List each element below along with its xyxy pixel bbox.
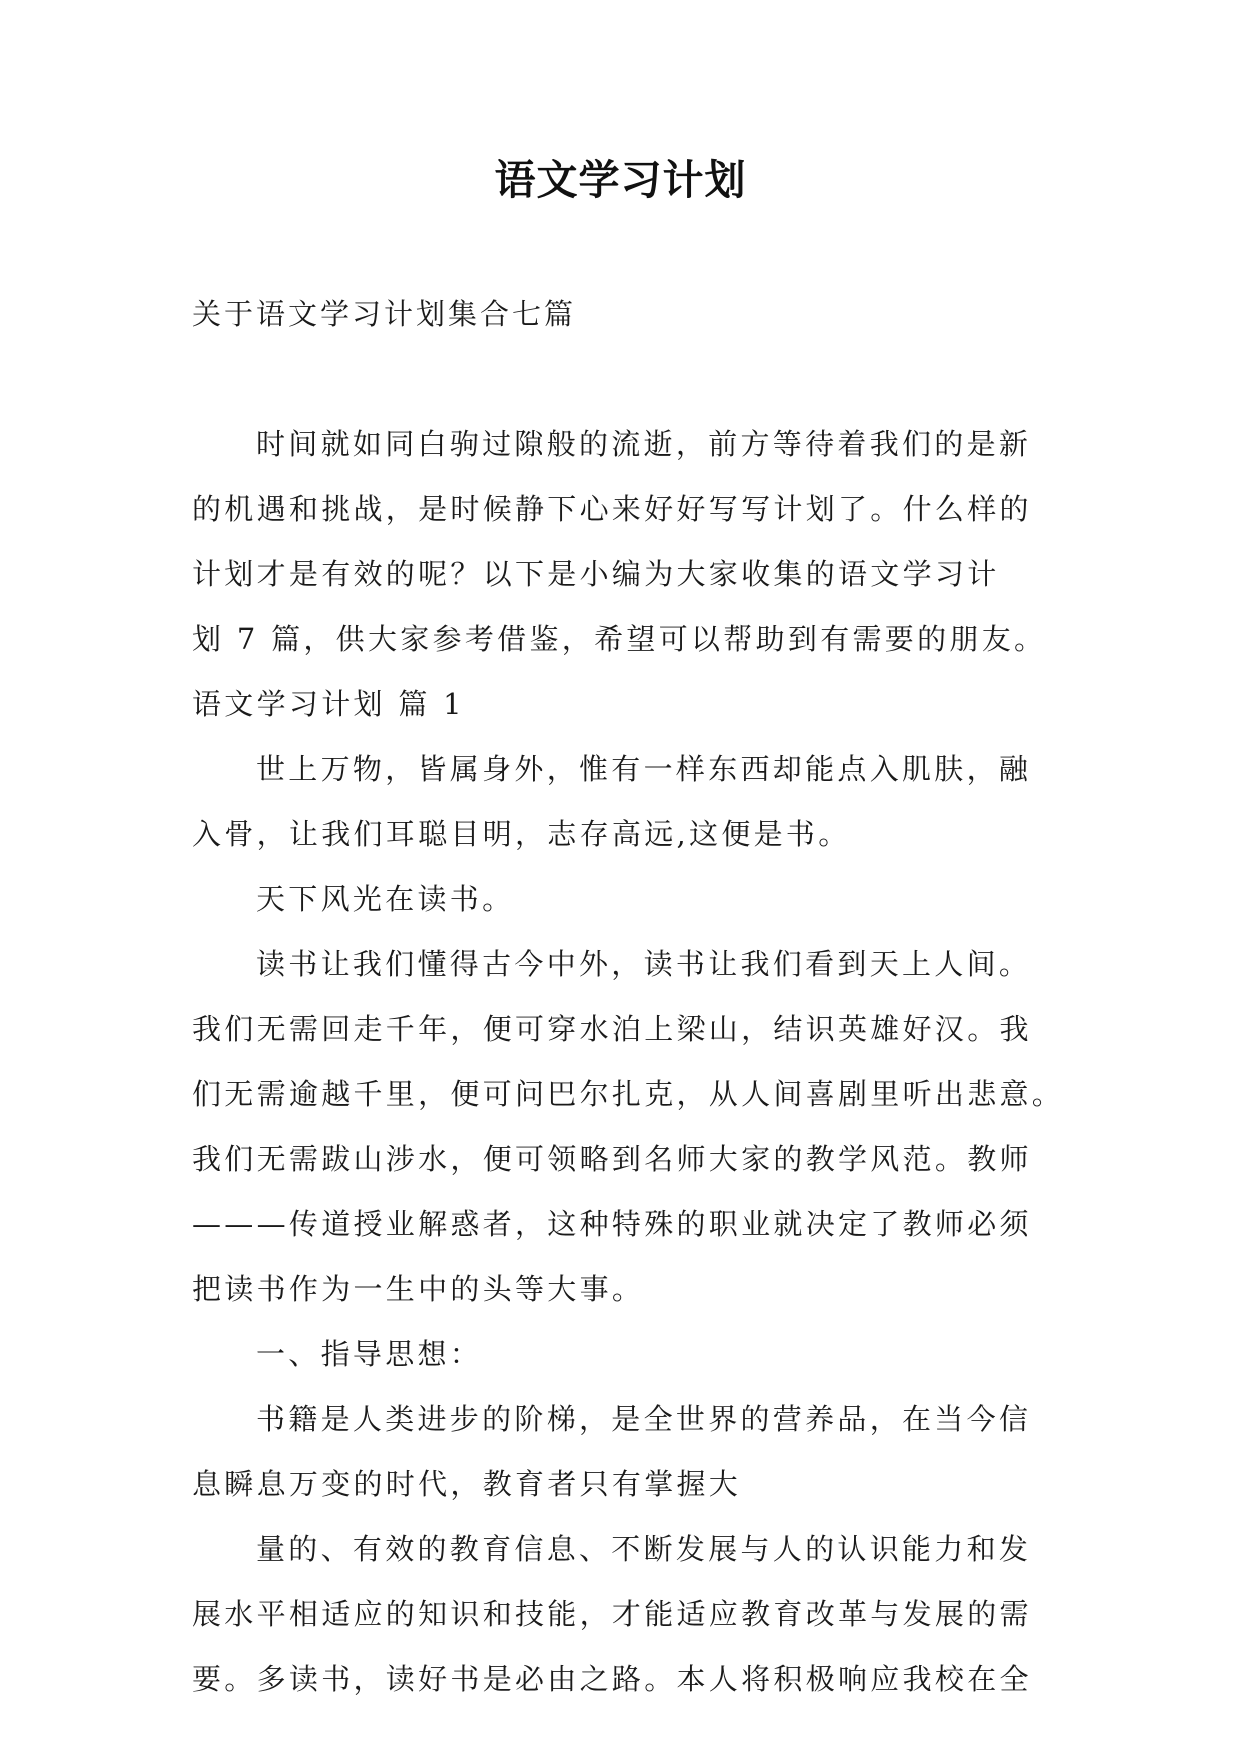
paragraph-line: 息瞬息万变的时代，教育者只有掌握大 bbox=[192, 1467, 742, 1501]
paragraph-line: 时间就如同白驹过隙般的流逝，前方等待着我们的是新 bbox=[256, 427, 1032, 461]
paragraph-line: 语文学习计划 篇 1 bbox=[192, 687, 465, 721]
paragraph-line: 量的、有效的教育信息、不断发展与人的认识能力和发 bbox=[256, 1532, 1032, 1566]
paragraph-line: 划 7 篇，供大家参考借鉴，希望可以帮助到有需要的朋友。 bbox=[192, 622, 1047, 656]
document-body bbox=[192, 412, 1072, 1712]
document-subtitle: 关于语文学习计划集合七篇 bbox=[192, 297, 577, 331]
paragraph-line: 书籍是人类进步的阶梯，是全世界的营养品，在当今信 bbox=[256, 1402, 1032, 1436]
paragraph-line: 天下风光在读书。 bbox=[256, 882, 515, 916]
paragraph-line: 一、指导思想： bbox=[256, 1337, 483, 1371]
paragraph-line: 计划才是有效的呢？以下是小编为大家收集的语文学习计 bbox=[192, 557, 1000, 591]
document-title: 语文学习计划 bbox=[494, 156, 747, 204]
paragraph-line: 们无需逾越千里，便可问巴尔扎克，从人间喜剧里听出悲意。 bbox=[192, 1077, 1065, 1111]
paragraph-line: 展水平相适应的知识和技能，才能适应教育改革与发展的需 bbox=[192, 1597, 1032, 1631]
paragraph-line: 的机遇和挑战，是时候静下心来好好写写计划了。什么样的 bbox=[192, 492, 1032, 526]
paragraph-line: 入骨，让我们耳聪目明，志存高远,这便是书。 bbox=[192, 817, 851, 851]
paragraph-line: 要。多读书，读好书是必由之路。本人将积极响应我校在全 bbox=[192, 1662, 1032, 1696]
paragraph-line: ———传道授业解惑者，这种特殊的职业就决定了教师必须 bbox=[192, 1207, 1032, 1241]
paragraph-line: 世上万物，皆属身外，惟有一样东西却能点入肌肤，融 bbox=[256, 752, 1032, 786]
paragraph-line: 把读书作为一生中的头等大事。 bbox=[192, 1272, 645, 1306]
paragraph-line: 我们无需跋山涉水，便可领略到名师大家的教学风范。教师 bbox=[192, 1142, 1032, 1176]
paragraph-line: 我们无需回走千年，便可穿水泊上梁山，结识英雄好汉。我 bbox=[192, 1012, 1032, 1046]
paragraph-line: 读书让我们懂得古今中外，读书让我们看到天上人间。 bbox=[256, 947, 1032, 981]
